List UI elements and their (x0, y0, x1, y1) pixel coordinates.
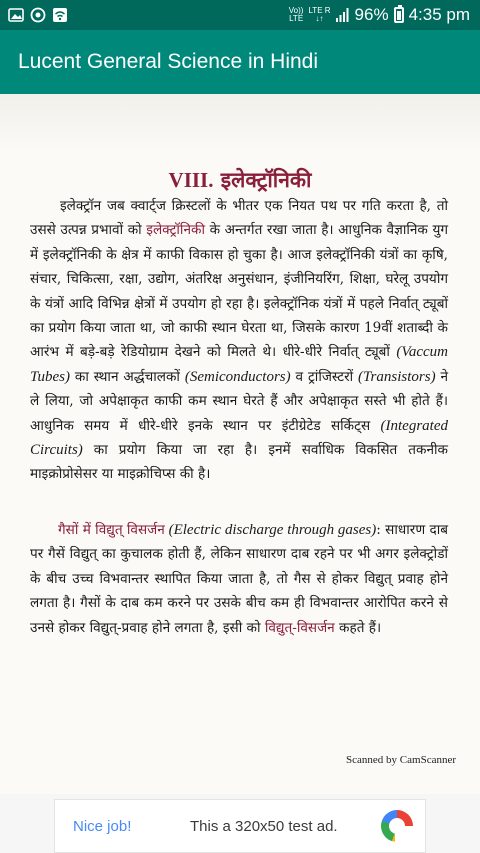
paragraph-text: कहते हैं। (334, 619, 382, 636)
ad-area (0, 794, 480, 853)
scanner-watermark: Scanned by CamScanner (346, 754, 456, 766)
chapter-title (0, 166, 480, 194)
highlighted-term: विद्युत्-विसर्जन (264, 619, 335, 636)
paragraph-gas-discharge (30, 518, 448, 640)
chapter-heading: इलेक्ट्रॉनिकी (220, 167, 312, 192)
clock: 4:35 pm (408, 5, 470, 24)
highlighted-term: इलेक्ट्रॉनिकी (146, 222, 205, 239)
ad-text: This a 320x50 test ad. (190, 818, 338, 835)
english-term: (Vaccum Tubes) (30, 344, 448, 385)
admob-logo-notch (395, 826, 415, 846)
paragraph-electronics (30, 194, 448, 487)
wifi-icon (52, 7, 68, 23)
section-heading: गैसों में विद्युत् विसर्जन (58, 522, 165, 538)
system-indicators (289, 0, 470, 30)
paragraph-text: साधारण दाब पर गैसें विद्युत् का कुचालक होती हैं, लेकिन साधारण दाब रहने पर भी अगर इलेक्ट्रोडों के बीच उच्च विभवान्तर स्थापित किया जाता है, तो गैस से होकर विद्युत् प्रवाह होने लगता है। गैसों के दाब कम करने पर उसके बीच कम ही विभवान्तर आरोपित करने से उनसे होकर विद्युत्-प्रवाह होने लगता है, इसी को (30, 522, 449, 636)
paragraph-text: के अन्तर्गत रखा जाता है। आधुनिक वैज्ञानिक युग में इलेक्ट्रॉनिकी के क्षेत्र में काफी विकास हो चुका है। आज इलेक्ट्रॉनिकी यंत्रों का कृषि, संचार, चिकित्सा, रक्षा, उद्योग, अंतरिक्ष अनुसंधान, इंजीनियरिंग, शिक्षा, घरेलू उपयोग के यंत्रों आदि विभिन्न क्षेत्रों में उपयोग हो रहा है। इलेक्ट्रॉनिक यंत्रों में पहले निर्वात् ट्यूबों का प्रयोग किया जाता था, जो काफी स्थान घेरता था, जिसके कारण 19वीं शताब्दी के आरंभ में बड़े-बड़े रेडियोग्राम देखने को मिलते थे। धीरे-धीरे निर्वात् ट्यूबों (30, 222, 448, 361)
chapter-number: VIII. (168, 168, 214, 192)
status-bar (0, 0, 480, 30)
ad-badge: Nice job! (73, 818, 132, 835)
app-notification-icon (30, 7, 46, 23)
page-viewer[interactable] (0, 94, 480, 794)
battery-percent: 96% (354, 5, 389, 24)
signal-icon (336, 8, 350, 22)
paragraph-text: इलेक्ट्रॉन जब क्वार्ट्ज क्रिस्टलों के भीतर एक नियत पथ पर गति करता है, तो उससे उत्पन्न प्रभावों को (30, 198, 448, 239)
paragraph-text: का प्रयोग किया जा रहा है। इनमें सर्वाधिक विकसित तकनीक माइक्रोप्रोसेसर या माइक्रोचिप्स की है। (30, 442, 448, 483)
ad-banner[interactable] (54, 799, 426, 853)
paragraph-text: का स्थान अर्द्धचालकों (70, 368, 185, 385)
app-bar (0, 30, 480, 94)
app-title: Lucent General Science in Hindi (18, 50, 319, 73)
paragraph-text: व ट्रांजिस्टरों (290, 368, 359, 385)
notification-icons (8, 7, 68, 23)
paragraph-text: ने ले लिया, जो अपेक्षाकृत काफी कम स्थान घेरते हैं और अपेक्षाकृत सस्ते भी होते हैं। आधुनिक समय में धीरे-धीरे इनके स्थान पर इंटीग्रेटेड सर्किट्स (30, 368, 448, 434)
page-top-shade (0, 94, 480, 154)
english-term: (Semiconductors) (184, 368, 291, 385)
volte-indicator: Vo)) LTE (288, 6, 304, 23)
english-term: (Electric discharge through gases) (164, 522, 377, 538)
battery-icon (394, 7, 404, 23)
english-term: (Transistors) (358, 368, 436, 385)
gallery-icon (8, 8, 24, 22)
colon: : (376, 522, 381, 538)
lte-indicator: LTE R ↓↑ (308, 6, 331, 23)
english-term: (Integrated Circuits) (30, 417, 448, 459)
